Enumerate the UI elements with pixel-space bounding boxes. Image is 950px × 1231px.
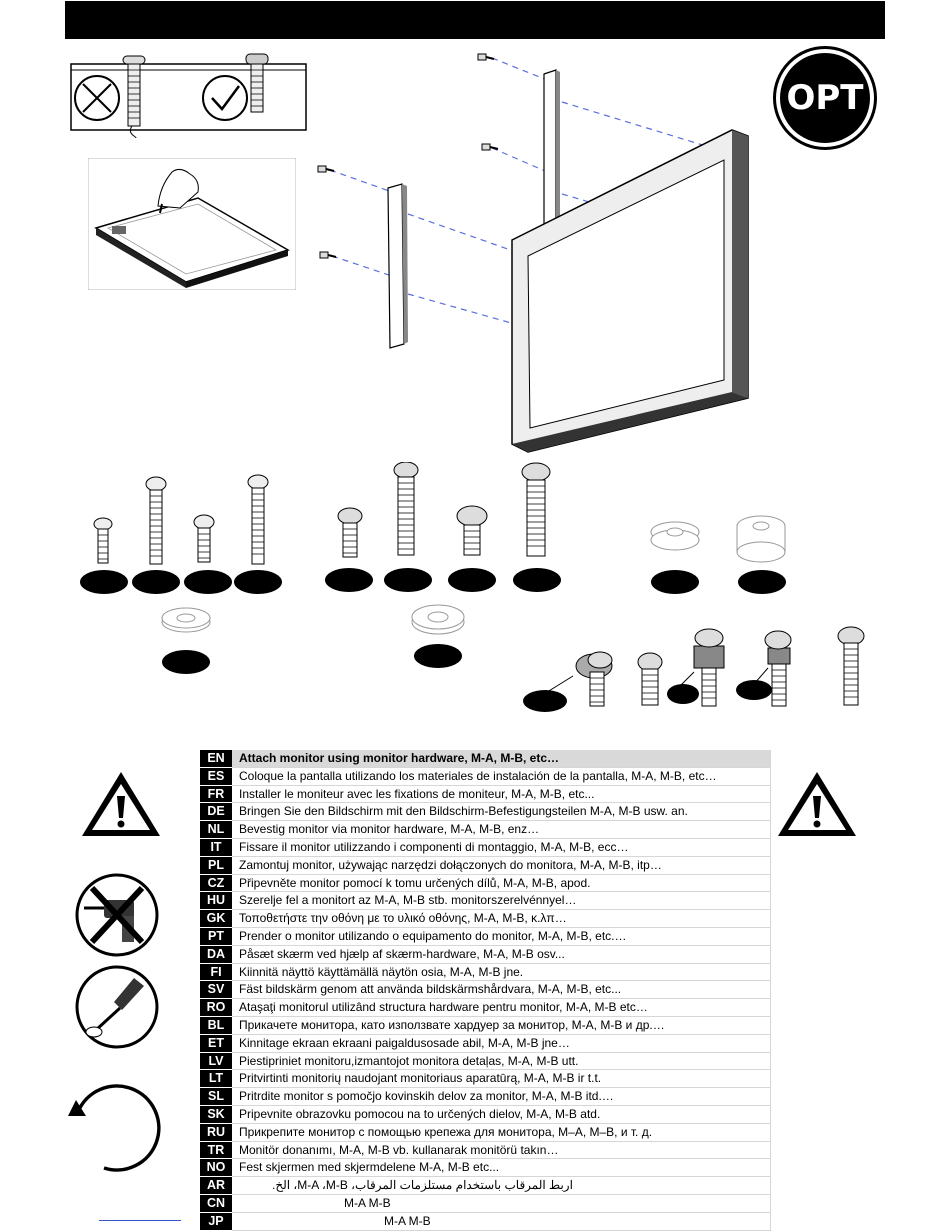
step-text: Fissare il monitor utilizzando i componenti di montaggio, M-A, M-B, ecc… (232, 838, 771, 856)
step-text: Pritrdite monitor s pomočjo kovinskih delov za monitor, M-A, M-B itd.… (232, 1088, 771, 1106)
step-row (200, 945, 771, 963)
lang-code: PL (200, 856, 232, 874)
step-row (200, 874, 771, 892)
step-text: Monitör donanımı, M-A, M-B vb. kullanarak monitörü takın… (232, 1141, 771, 1159)
step-text: Τοποθετήστε την οθόνη με το υλικό οθόνης, M-A, M-B, κ.λπ… (232, 910, 771, 928)
step-row (200, 750, 771, 767)
step-row (200, 1123, 771, 1141)
header-bar (65, 1, 885, 39)
part-label-pill (667, 684, 699, 704)
step-text: M-A M-B (232, 1212, 771, 1230)
part-label-pill (736, 680, 772, 700)
lang-code: BL (200, 1016, 232, 1034)
step-text: Zamontuj monitor, używając narzędzi dołączonych do monitora, M-A, M-B, itp… (232, 856, 771, 874)
step-row (200, 803, 771, 821)
instruction-table (200, 750, 771, 1231)
step-row (200, 1034, 771, 1052)
step-text: Prender o monitor utilizando o equipamento do monitor, M-A, M-B, etc.… (232, 927, 771, 945)
footer-rule (99, 1220, 181, 1221)
step-text: Kiinnitä näyttö käyttämällä näytön osia, M-A, M-B jne. (232, 963, 771, 981)
step-row (200, 1088, 771, 1106)
step-row (200, 1159, 771, 1177)
lang-code: SL (200, 1088, 232, 1106)
lang-code: DE (200, 803, 232, 821)
step-row (200, 1212, 771, 1230)
warning-icon (80, 770, 162, 838)
lang-code: PT (200, 927, 232, 945)
step-text: Pripevnite obrazovku pomocou na to určených dielov, M-A, M-B atd. (232, 1105, 771, 1123)
part-label-pill (162, 650, 210, 674)
screw-icon (194, 515, 214, 562)
step-row (200, 963, 771, 981)
lang-code: EN (200, 750, 232, 767)
hand-monitor-illustration (88, 158, 296, 290)
step-row (200, 785, 771, 803)
step-text: Ataşaţi monitorul utilizând structura hardware pentru monitor, M-A, M-B etc… (232, 999, 771, 1017)
step-row (200, 838, 771, 856)
step-row (200, 1016, 771, 1034)
lang-code: JP (200, 1212, 232, 1230)
bracket-icon (544, 70, 560, 228)
step-row (200, 927, 771, 945)
screw-depth-diagram (70, 48, 310, 138)
step-row (200, 1194, 771, 1212)
bracket-icon (388, 184, 408, 348)
washer-icon (162, 608, 210, 632)
step-text: Coloque la pantalla utilizando los materiales de instalación de la pantalla, M-A, M-B, etc… (232, 767, 771, 785)
spacer-icon (651, 522, 699, 550)
lang-code: CN (200, 1194, 232, 1212)
step-row (200, 999, 771, 1017)
step-row (200, 1141, 771, 1159)
part-label-pills (80, 568, 786, 594)
screw-icon (146, 477, 166, 564)
lang-code: NO (200, 1159, 232, 1177)
step-text: Attach monitor using monitor hardware, M-A, M-B, etc… (232, 750, 771, 767)
screw-icon (834, 626, 868, 708)
opt-label: OPT (786, 78, 864, 118)
lang-code: TR (200, 1141, 232, 1159)
hardware-parts (78, 462, 793, 728)
no-power-tools-icon (74, 872, 160, 958)
lang-code: SV (200, 981, 232, 999)
step-text: Прикрепите монитор с помощью крепежа для монитора, M–A, M–B, и т. д. (232, 1123, 771, 1141)
lang-code: SK (200, 1105, 232, 1123)
step-text: اربط المرقاب باستخدام مستلزمات المرقاب، M-A ،M-B، الخ. (232, 1177, 771, 1195)
step-text: Installer le moniteur avec les fixations de moniteur, M-A, M-B, etc... (232, 785, 771, 803)
lang-code: ET (200, 1034, 232, 1052)
lang-code: GK (200, 910, 232, 928)
screw-icon (318, 166, 334, 172)
step-row (200, 821, 771, 839)
screw-icon (482, 144, 498, 150)
lang-code: ES (200, 767, 232, 785)
step-text: Szerelje fel a monitort az M-A, M-B stb. monitorszerelvénnyel… (232, 892, 771, 910)
lang-code: HU (200, 892, 232, 910)
step-row (200, 1052, 771, 1070)
step-text: Bevestig monitor via monitor hardware, M-A, M-B, enz… (232, 821, 771, 839)
screw-icon (394, 462, 418, 555)
step-text: Fäst bildskärm genom att använda bildskärmshårdvara, M-A, M-B, etc... (232, 981, 771, 999)
step-row (200, 1105, 771, 1123)
step-row (200, 1177, 771, 1195)
correct-check-icon (203, 76, 247, 120)
spacer-icon (737, 516, 785, 562)
step-text: Fest skjermen med skjermdelene M-A, M-B etc... (232, 1159, 771, 1177)
screw-icon (478, 54, 494, 60)
step-text: Piestipriniet monitoru,izmantojot monitora detaļas, M-A, M-B utt. (232, 1052, 771, 1070)
step-row (200, 910, 771, 928)
step-text: Bringen Sie den Bildschirm mit den Bildschirm-Befestigungsteilen M-A, M-B usw. an. (232, 803, 771, 821)
rotate-arrow-icon (64, 1064, 164, 1174)
lang-code: LV (200, 1052, 232, 1070)
part-label-pill (523, 690, 567, 712)
screw-icon (638, 653, 662, 705)
screw-icon (320, 252, 336, 258)
lang-code: RO (200, 999, 232, 1017)
screw-icon (457, 506, 487, 555)
step-row (200, 1070, 771, 1088)
lang-code: NL (200, 821, 232, 839)
part-label-pill (414, 644, 462, 668)
step-text: Påsæt skærm ved hjælp af skærm-hardware, M-A, M-B osv... (232, 945, 771, 963)
lang-code: CZ (200, 874, 232, 892)
step-text: Pritvirtinti monitorių naudojant monitoriaus aparatūrą, M-A, M-B ir t.t. (232, 1070, 771, 1088)
step-text: Прикачете монитора, като използвате хардуер за монитор, M-A, M-B и др.… (232, 1016, 771, 1034)
screw-icon (94, 518, 112, 563)
lang-code: FR (200, 785, 232, 803)
warning-icon (776, 770, 858, 838)
screw-icon (248, 475, 268, 564)
step-row (200, 767, 771, 785)
step-text: Připevněte monitor pomocí k tomu určených dílů, M-A, M-B, apod. (232, 874, 771, 892)
screw-icon (522, 463, 550, 556)
lang-code: IT (200, 838, 232, 856)
lang-code: AR (200, 1177, 232, 1195)
step-row (200, 892, 771, 910)
lang-code: LT (200, 1070, 232, 1088)
lang-code: DA (200, 945, 232, 963)
monitor-bracket-illustration (312, 44, 752, 454)
step-text: M-A M-B (232, 1194, 771, 1212)
screw-icon (338, 508, 362, 557)
incorrect-x-icon (75, 76, 119, 120)
washer-icon (412, 605, 464, 634)
lang-code: RU (200, 1123, 232, 1141)
screwdriver-icon (74, 964, 160, 1050)
lang-code: FI (200, 963, 232, 981)
optional-badge (773, 46, 877, 150)
step-row (200, 856, 771, 874)
step-text: Kinnitage ekraan ekraani paigaldusosade abil, M-A, M-B jne… (232, 1034, 771, 1052)
step-row (200, 981, 771, 999)
